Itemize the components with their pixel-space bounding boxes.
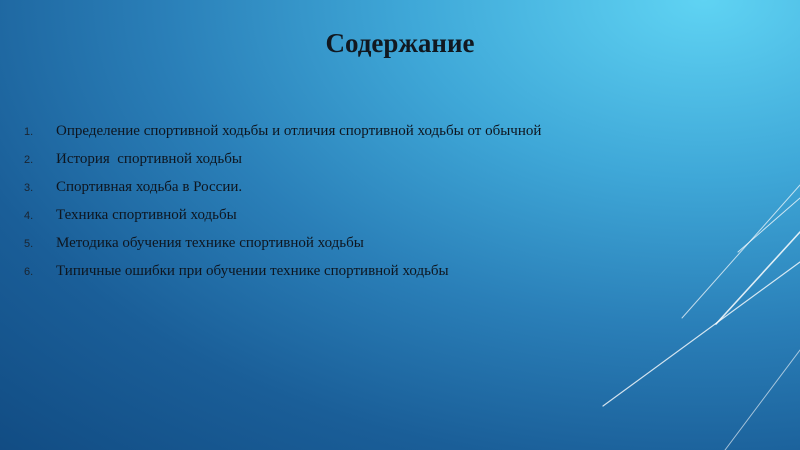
decor-line	[716, 232, 800, 324]
list-item-number: 1.	[24, 126, 34, 138]
list-item-number: 2.	[24, 154, 34, 166]
list-item-text: Методика обучения технике спортивной ходьбы	[56, 235, 364, 251]
decor-line	[738, 198, 800, 252]
decor-line	[603, 262, 800, 406]
list-item-text: Техника спортивной ходьбы	[56, 207, 237, 223]
list-item-text: Определение спортивной ходьбы и отличия спортивной ходьбы от обычной	[56, 123, 542, 139]
list-item	[24, 204, 541, 232]
list-item-number: 3.	[24, 182, 34, 194]
table-of-contents	[24, 120, 541, 288]
list-item-text: История спортивной ходьбы	[56, 151, 242, 167]
list-item-text: Типичные ошибки при обучении технике спортивной ходьбы	[56, 263, 449, 279]
list-item	[24, 120, 541, 148]
slide-title: Содержание	[325, 28, 475, 58]
list-item-text: Спортивная ходьба в России.	[56, 179, 243, 195]
decor-line	[682, 185, 800, 318]
list-item	[24, 232, 541, 260]
list-item	[24, 260, 541, 288]
list-item	[24, 148, 541, 176]
decor-line	[725, 350, 800, 450]
list-item-number: 5.	[24, 238, 34, 250]
list-item-number: 4.	[24, 210, 34, 222]
list-item-number: 6.	[24, 266, 34, 278]
list-item	[24, 176, 541, 204]
